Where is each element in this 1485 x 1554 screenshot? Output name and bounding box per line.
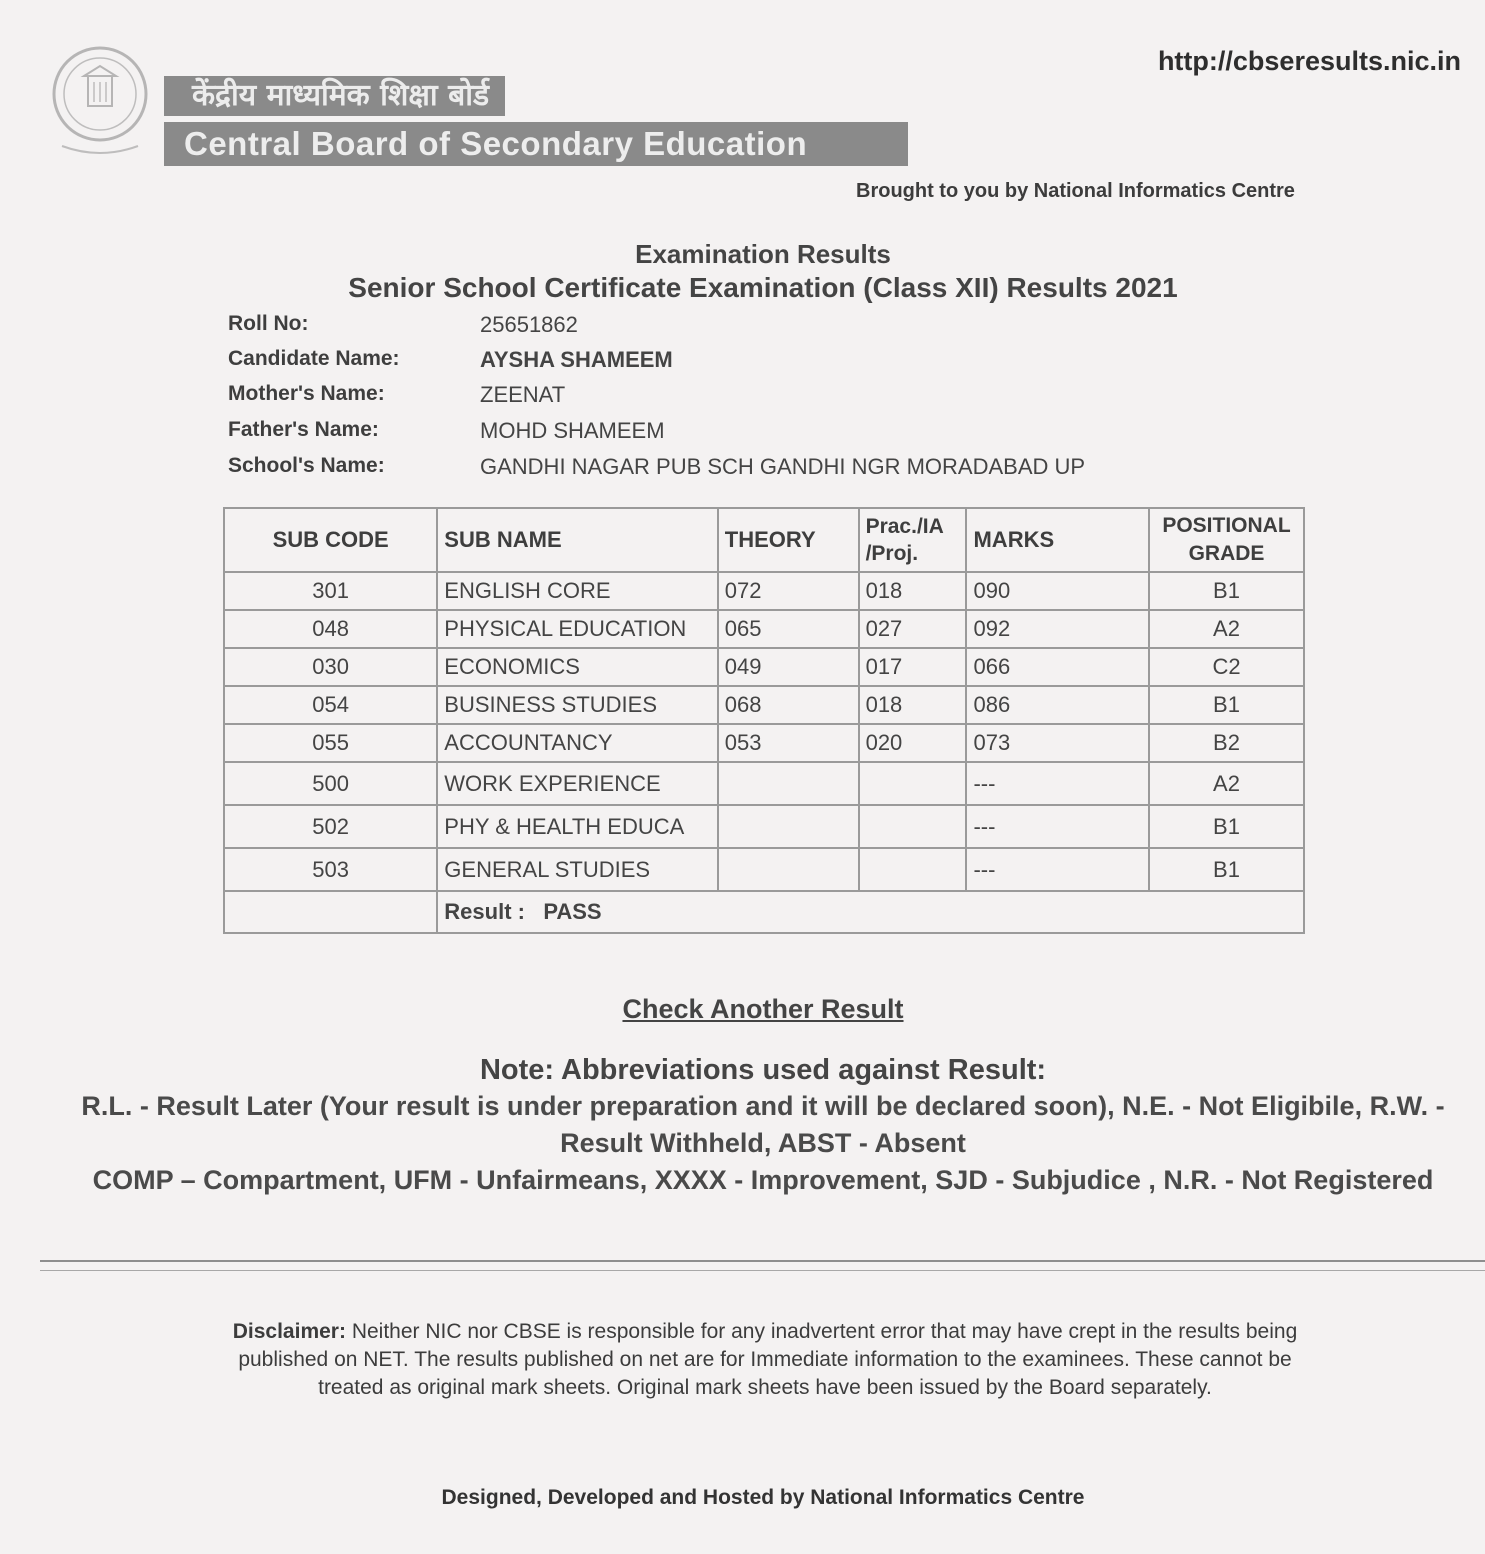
sub-name-cell: ACCOUNTANCY (437, 724, 717, 762)
header-theory: THEORY (718, 508, 859, 572)
header-positional-grade (1149, 508, 1304, 572)
prac-cell (859, 805, 967, 848)
grade-cell: B2 (1149, 724, 1304, 762)
candidate-name-label: Candidate Name: (228, 347, 400, 370)
disclaimer-label: Disclaimer: (232, 1320, 346, 1343)
school-name-label: School's Name: (228, 454, 385, 477)
marks-cell: 066 (966, 648, 1149, 686)
prac-cell: 018 (859, 572, 967, 610)
table-row (224, 762, 1304, 805)
footer-credit: Designed, Developed and Hosted by National Informatics Centre (441, 1486, 1085, 1509)
school-name-value: GANDHI NAGAR PUB SCH GANDHI NGR MORADABAD UP (480, 454, 1086, 479)
header-marks: MARKS (966, 508, 1149, 572)
theory-cell (718, 805, 859, 848)
sub-code-cell: 030 (224, 648, 437, 686)
marks-cell: 073 (966, 724, 1149, 762)
brought-by-text: Brought to you by National Informatics Centre (856, 180, 1295, 202)
cbse-seal-icon (48, 42, 152, 158)
prac-cell: 018 (859, 686, 967, 724)
result-row (224, 891, 1304, 933)
result-value: PASS (543, 899, 602, 924)
abbreviations-line-1: R.L. - Result Later (Your result is under preparation and it will be declared soon), N.E. - Not Eligibile, R.W. - Result Withheld, ABST - Absent (81, 1091, 1445, 1158)
grade-cell: C2 (1149, 648, 1304, 686)
roll-no-label: Roll No: (228, 312, 309, 335)
abbreviations-note-title: Note: Abbreviations used against Result: (479, 1054, 1047, 1086)
prac-cell: 027 (859, 610, 967, 648)
marks-cell: 090 (966, 572, 1149, 610)
table-row (224, 805, 1304, 848)
theory-cell: 065 (718, 610, 859, 648)
abbreviations-line-2: COMP – Compartment, UFM - Unfairmeans, XXXX - Improvement, SJD - Subjudice , N.R. - Not Registered (92, 1165, 1434, 1195)
result-empty-cell (224, 891, 437, 933)
sub-code-cell: 500 (224, 762, 437, 805)
result-label: Result : (444, 899, 525, 924)
marks-cell: 086 (966, 686, 1149, 724)
mother-name-value: ZEENAT (480, 382, 566, 407)
site-url[interactable]: http://cbseresults.nic.in (1157, 46, 1461, 76)
header-grade-line1: POSITIONAL (1162, 514, 1291, 537)
father-name-value: MOHD SHAMEEM (480, 418, 665, 443)
sub-code-cell: 055 (224, 724, 437, 762)
header-prac (859, 508, 967, 572)
check-another-result-link[interactable]: Check Another Result (622, 994, 904, 1024)
table-header-row (224, 508, 1304, 572)
grade-cell: A2 (1149, 762, 1304, 805)
board-name-english: Central Board of Secondary Education (164, 122, 908, 166)
table-row (224, 572, 1304, 610)
grade-cell: B1 (1149, 686, 1304, 724)
grade-cell: B1 (1149, 805, 1304, 848)
theory-cell (718, 848, 859, 891)
marks-cell: --- (966, 805, 1149, 848)
prac-cell: 017 (859, 648, 967, 686)
divider-line (40, 1270, 1485, 1271)
result-cell (437, 891, 1304, 933)
theory-cell: 068 (718, 686, 859, 724)
marks-cell: --- (966, 848, 1149, 891)
mother-name-label: Mother's Name: (228, 382, 385, 405)
sub-name-cell: WORK EXPERIENCE (437, 762, 717, 805)
table-row (224, 848, 1304, 891)
header-sub-name: SUB NAME (437, 508, 717, 572)
table-row (224, 686, 1304, 724)
theory-cell: 072 (718, 572, 859, 610)
table-row (224, 648, 1304, 686)
marks-cell: --- (966, 762, 1149, 805)
sub-name-cell: GENERAL STUDIES (437, 848, 717, 891)
board-name-hindi: केंद्रीय माध्यमिक शिक्षा बोर्ड (164, 76, 505, 116)
prac-cell (859, 848, 967, 891)
prac-cell: 020 (859, 724, 967, 762)
roll-no-value: 25651862 (480, 312, 578, 337)
sub-code-cell: 503 (224, 848, 437, 891)
grade-cell: A2 (1149, 610, 1304, 648)
header-prac-line2: /Proj. (865, 542, 919, 565)
theory-cell (718, 762, 859, 805)
sub-name-cell: ECONOMICS (437, 648, 717, 686)
marks-table (223, 507, 1305, 934)
divider-line (40, 1260, 1485, 1262)
sub-name-cell: PHYSICAL EDUCATION (437, 610, 717, 648)
marks-cell: 092 (966, 610, 1149, 648)
header-prac-line1: Prac./IA (865, 515, 944, 538)
table-row (224, 610, 1304, 648)
sub-name-cell: PHY & HEALTH EDUCA (437, 805, 717, 848)
sub-name-cell: ENGLISH CORE (437, 572, 717, 610)
father-name-label: Father's Name: (228, 418, 379, 441)
disclaimer (220, 1318, 1310, 1402)
sub-code-cell: 502 (224, 805, 437, 848)
abbreviations-block (40, 1088, 1485, 1199)
grade-cell: B1 (1149, 572, 1304, 610)
header-sub-code: SUB CODE (224, 508, 437, 572)
theory-cell: 049 (718, 648, 859, 686)
theory-cell: 053 (718, 724, 859, 762)
grade-cell: B1 (1149, 848, 1304, 891)
sub-code-cell: 054 (224, 686, 437, 724)
table-row (224, 724, 1304, 762)
exam-title: Examination Results (635, 239, 891, 269)
sub-code-cell: 048 (224, 610, 437, 648)
prac-cell (859, 762, 967, 805)
exam-subtitle: Senior School Certificate Examination (Class XII) Results 2021 (348, 272, 1178, 303)
sub-code-cell: 301 (224, 572, 437, 610)
candidate-name-value: AYSHA SHAMEEM (480, 347, 673, 372)
disclaimer-text: Neither NIC nor CBSE is responsible for any inadvertent error that may have crept in the results being published on NET. The results published on net are for Immediate information to the examinees. These cannot be treated as original mark sheets. Original mark sheets have been issued by the Board separately. (238, 1320, 1298, 1399)
header-grade-line2: GRADE (1188, 542, 1265, 565)
sub-name-cell: BUSINESS STUDIES (437, 686, 717, 724)
